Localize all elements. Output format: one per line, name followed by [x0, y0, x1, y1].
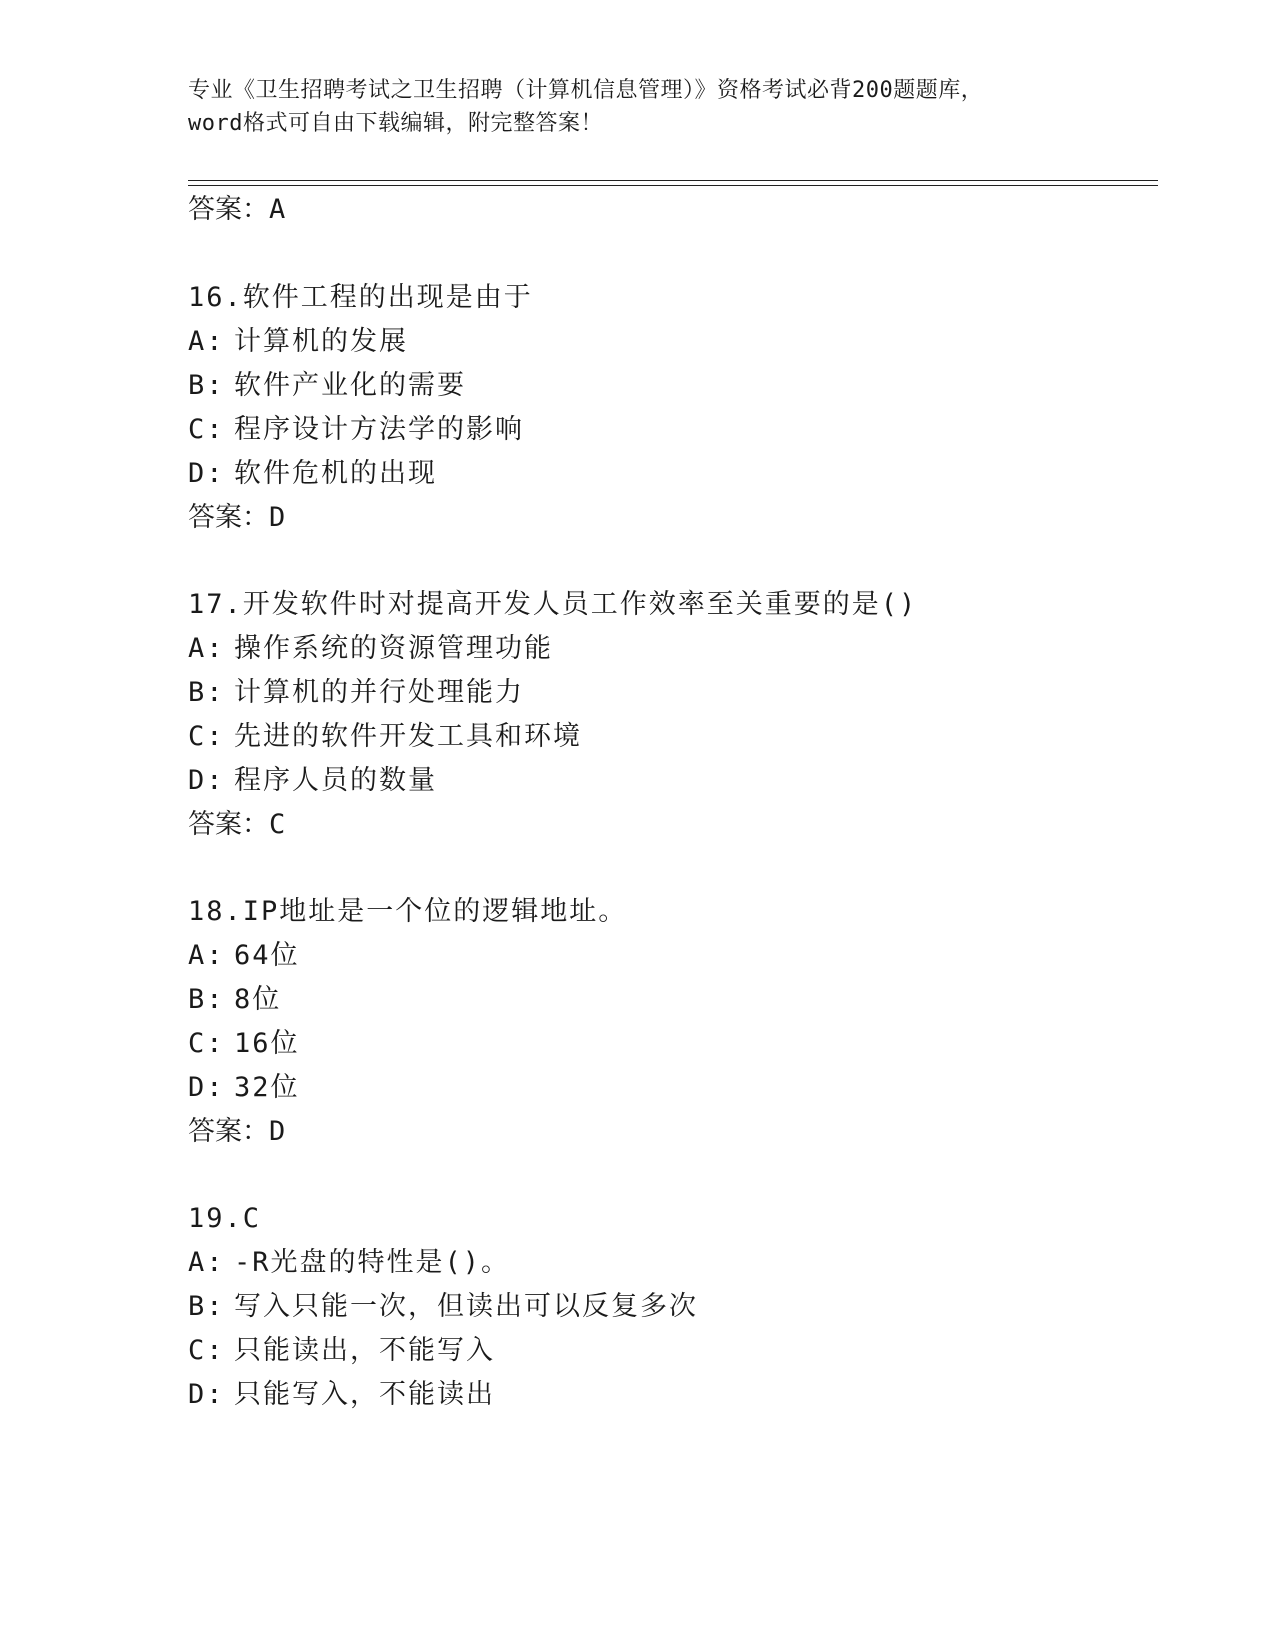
header-line-2: word格式可自由下载编辑，附完整答案！ — [188, 111, 603, 136]
question-option — [188, 717, 582, 757]
question-option — [188, 1068, 300, 1108]
answer-line: 答案：D — [188, 1116, 286, 1147]
option-letter: A: — [188, 1247, 225, 1278]
option-letter: D: — [188, 1072, 225, 1103]
question-option — [188, 1243, 510, 1283]
option-text: 8位 — [234, 984, 282, 1015]
option-letter: C: — [188, 1028, 225, 1059]
option-letter: C: — [188, 1335, 225, 1366]
question-stem: 16.软件工程的出现是由于 — [188, 282, 533, 313]
option-text: 32位 — [234, 1072, 300, 1103]
question-option — [188, 1375, 495, 1415]
question-option — [188, 1331, 495, 1371]
header-divider-top — [188, 180, 1158, 181]
option-letter: A: — [188, 326, 225, 357]
question-option — [188, 980, 281, 1020]
option-text: -R光盘的特性是()。 — [234, 1247, 511, 1278]
header-divider-bottom — [188, 185, 1158, 186]
question-option — [188, 322, 408, 362]
question-option — [188, 454, 437, 494]
answer-line: 答案：A — [188, 194, 286, 225]
question-option — [188, 1024, 300, 1064]
question-option — [188, 936, 300, 976]
option-letter: B: — [188, 677, 225, 708]
question-stem: 17.开发软件时对提高开发人员工作效率至关重要的是() — [188, 589, 918, 620]
question-option — [188, 366, 466, 406]
option-text: 程序设计方法学的影响 — [234, 414, 524, 445]
option-letter: D: — [188, 1379, 225, 1410]
option-text: 16位 — [234, 1028, 300, 1059]
option-letter: C: — [188, 414, 225, 445]
question-stem: 19.C — [188, 1203, 262, 1234]
option-letter: A: — [188, 633, 225, 664]
option-letter: D: — [188, 765, 225, 796]
header-line-1: 专业《卫生招聘考试之卫生招聘（计算机信息管理）》资格考试必背200题题库， — [188, 78, 984, 103]
question-option — [188, 673, 524, 713]
option-text: 操作系统的资源管理功能 — [234, 633, 553, 664]
option-text: 写入只能一次，但读出可以反复多次 — [234, 1291, 698, 1322]
question-option — [188, 410, 524, 450]
question-option — [188, 1287, 698, 1327]
option-text: 软件产业化的需要 — [234, 370, 466, 401]
option-text: 只能读出，不能写入 — [234, 1335, 495, 1366]
option-text: 先进的软件开发工具和环境 — [234, 721, 582, 752]
option-letter: C: — [188, 721, 225, 752]
option-text: 程序人员的数量 — [234, 765, 437, 796]
option-text: 只能写入，不能读出 — [234, 1379, 495, 1410]
option-letter: B: — [188, 984, 225, 1015]
document-header — [188, 74, 1088, 140]
option-letter: A: — [188, 940, 225, 971]
answer-line: 答案：D — [188, 502, 286, 533]
question-option — [188, 761, 437, 801]
option-text: 软件危机的出现 — [234, 458, 437, 489]
option-text: 计算机的发展 — [234, 326, 408, 357]
option-letter: D: — [188, 458, 225, 489]
answer-line: 答案：C — [188, 809, 286, 840]
option-letter: B: — [188, 370, 225, 401]
option-text: 计算机的并行处理能力 — [234, 677, 524, 708]
option-letter: B: — [188, 1291, 225, 1322]
question-option — [188, 629, 553, 669]
option-text: 64位 — [234, 940, 300, 971]
question-stem: 18.IP地址是一个位的逻辑地址。 — [188, 896, 628, 927]
